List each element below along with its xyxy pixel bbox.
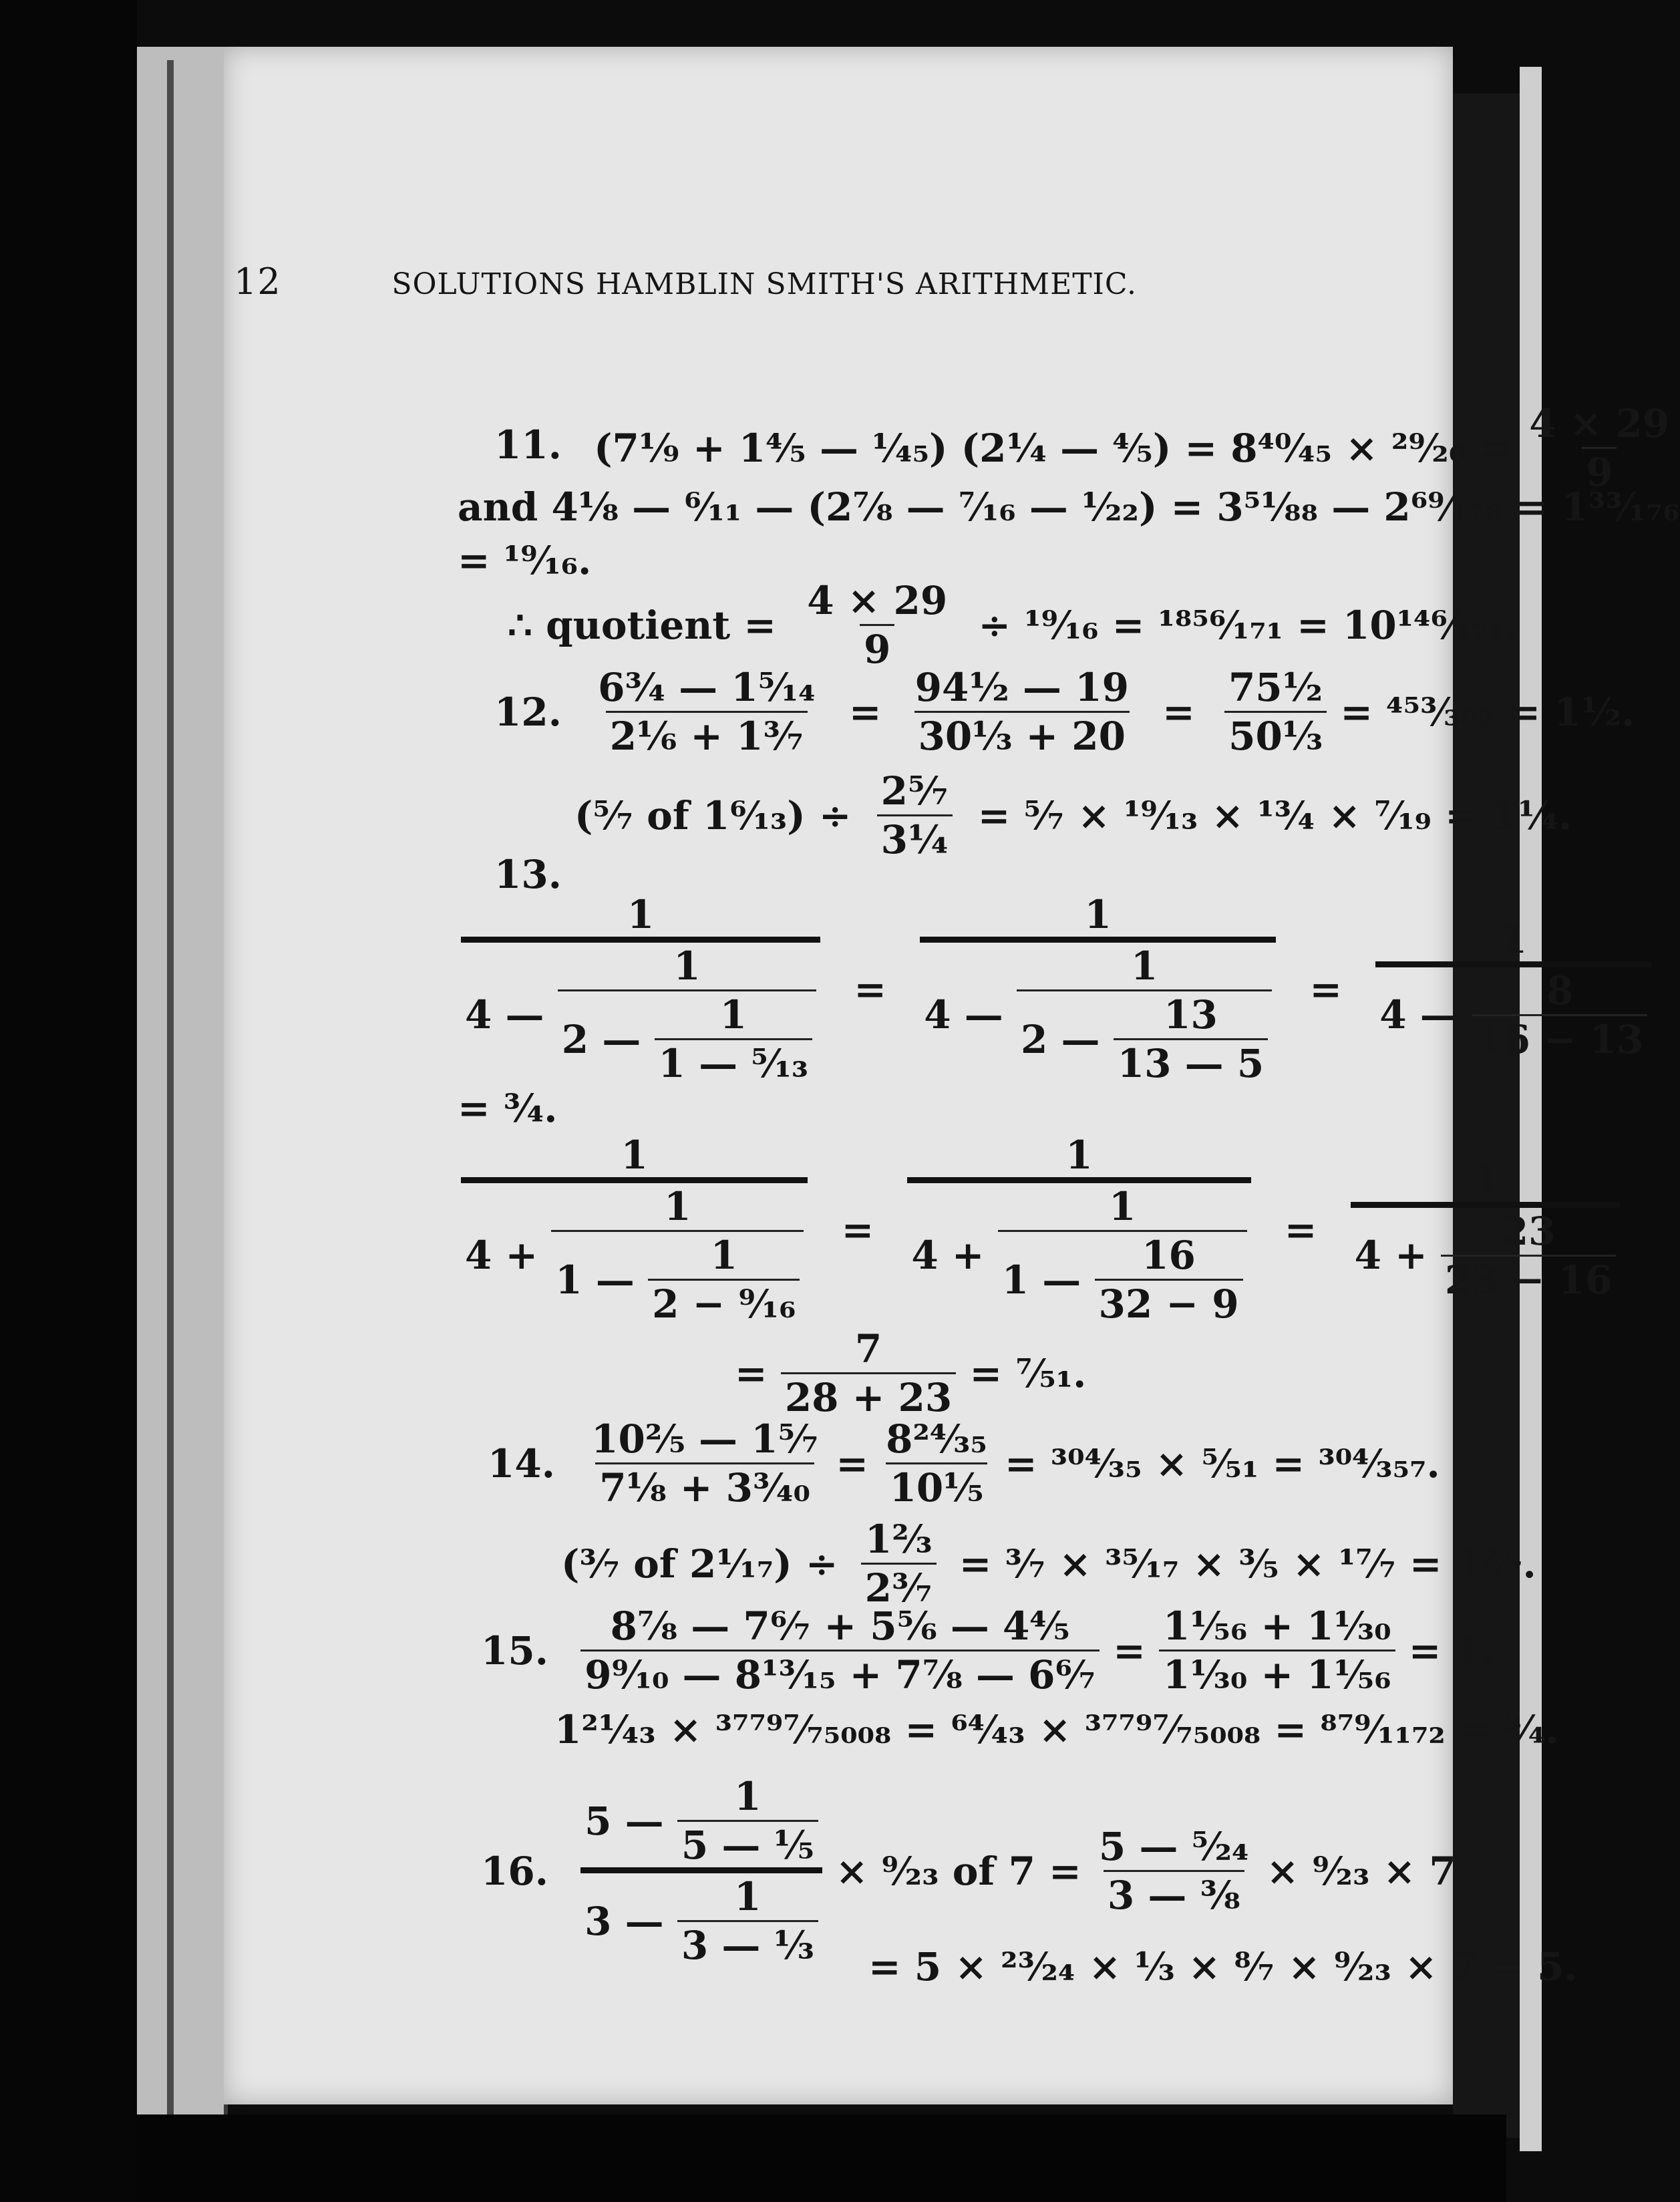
equals-sign: =	[735, 1350, 768, 1396]
numerator: 94½ — 19	[914, 665, 1129, 710]
numerator: 8⅞ — 7⁶⁄₇ + 5⅚ — 4⅘	[610, 1603, 1070, 1649]
problem-12-line-1	[494, 665, 1635, 759]
numerator	[580, 1774, 822, 1869]
fraction	[861, 1517, 937, 1611]
fraction	[558, 943, 816, 1086]
term: 4 +	[911, 1233, 985, 1278]
problem-number: 16.	[481, 1848, 548, 1894]
denominator	[1375, 961, 1651, 1062]
numerator: 1	[1500, 916, 1527, 962]
denominator	[920, 937, 1276, 1086]
running-title: SOLUTIONS HAMBLIN SMITH'S ARITHMETIC.	[391, 267, 1138, 301]
equals-sign: =	[848, 689, 882, 735]
fraction	[655, 992, 813, 1086]
problem-16-line-1	[481, 1774, 1456, 1968]
term: 4 —	[465, 992, 544, 1038]
denominator: 23 − 16	[1441, 1255, 1616, 1299]
denominator: 13 — 5	[1114, 1038, 1268, 1083]
term: 2 —	[1020, 1016, 1100, 1062]
problem-16-final: = 5 × ²³⁄₂₄ × ⅓ × ⁸⁄₇ × ⁹⁄₂₃ × 7 = 5.	[868, 1944, 1578, 1990]
problem-15-line-1	[481, 1603, 1496, 1698]
numerator: 16	[1142, 1233, 1196, 1278]
numerator: 1	[627, 892, 655, 937]
fraction	[1114, 992, 1268, 1086]
numerator: 13	[1164, 992, 1218, 1038]
expression: (⁵⁄₇ of 1⁶⁄₁₃) ÷	[574, 792, 852, 838]
fraction	[648, 1233, 800, 1327]
fraction	[911, 665, 1133, 759]
numerator: 10⅖ — 1⁵⁄₇	[591, 1416, 819, 1462]
fraction	[1095, 1233, 1243, 1327]
fraction	[551, 1184, 804, 1327]
numerator: 23	[1501, 1208, 1556, 1254]
fraction	[882, 1416, 991, 1511]
problem-number: 11.	[494, 422, 562, 468]
fraction	[580, 1603, 1100, 1698]
numerator: 4 × 29	[807, 578, 948, 623]
expression-tail: = ³⁄₇ × ³⁵⁄₁₇ × ³⁄₅ × ¹⁷⁄₇ = 1²⁄₇.	[959, 1541, 1536, 1587]
denominator	[907, 1177, 1250, 1327]
denominator: 7⅛ + 3³⁄₄₀	[595, 1462, 814, 1507]
denominator: 3 — ⅓	[677, 1920, 818, 1965]
numerator: 1	[1130, 943, 1158, 989]
numerator: 75½	[1228, 665, 1323, 710]
denominator: 1 — ⁵⁄₁₃	[655, 1038, 813, 1083]
denominator: 2 − ⁹⁄₁₆	[648, 1279, 800, 1323]
expression: (³⁄₇ of 2¹⁄₁₇) ÷	[561, 1541, 838, 1587]
term: 4 —	[924, 992, 1003, 1038]
expression-tail: = ⁷⁄₅₁.	[969, 1350, 1087, 1396]
fraction	[1095, 1824, 1253, 1918]
numerator: 4 × 29	[1529, 401, 1670, 446]
fraction	[1472, 967, 1647, 1062]
fraction	[781, 1326, 956, 1420]
denominator	[1351, 1202, 1621, 1303]
denominator	[558, 989, 816, 1086]
denominator: 10⅕	[886, 1462, 988, 1507]
term: 1 —	[555, 1257, 635, 1303]
fraction	[877, 768, 953, 862]
problem-14-line-1	[488, 1416, 1440, 1511]
book-edge-left-shadow	[167, 60, 174, 2118]
numerator: 8²⁴⁄₃₅	[886, 1416, 987, 1462]
fraction	[587, 1416, 822, 1511]
quotient-tail: ÷ ¹⁹⁄₁₆ = ¹⁸⁵⁶⁄₁₇₁ = 10¹⁴⁶⁄₁₇₁.	[978, 602, 1519, 648]
term: 4 +	[465, 1233, 538, 1278]
book-edge-bottom	[137, 2114, 1506, 2202]
denominator: 2⅙ + 1³⁄₇	[606, 711, 808, 756]
expression-tail: = 1.	[1408, 1627, 1496, 1674]
next-page-edge	[1520, 67, 1542, 2151]
numerator: 1⅔	[864, 1517, 933, 1562]
continued-fraction	[907, 1132, 1250, 1327]
denominator: 50⅓	[1224, 711, 1327, 756]
fraction	[1441, 1208, 1616, 1303]
continued-fraction	[461, 1132, 808, 1327]
expression: (7⅑ + 1⁴⁄₅ — ¹⁄₄₅) (2¼ — ⁴⁄₅) = 8⁴⁰⁄₄₅ × ²⁹⁄₂₀ =	[594, 425, 1512, 471]
continued-fraction	[1351, 1156, 1621, 1303]
numerator: 1	[621, 1132, 648, 1178]
numerator: 2⁵⁄₇	[880, 768, 949, 814]
term: 1 —	[1001, 1257, 1081, 1303]
term: 5 —	[584, 1798, 664, 1844]
problem-12-line-2	[574, 768, 1572, 862]
denominator	[461, 1177, 808, 1327]
problem-14-line-2	[561, 1517, 1536, 1611]
problem-number: 15.	[481, 1627, 548, 1674]
fraction	[1017, 943, 1272, 1086]
problem-13-result-a: = ¾.	[458, 1086, 558, 1131]
denominator: 3 — ⅜	[1104, 1870, 1244, 1915]
denominator: 1¹⁄₃₀ + 1¹⁄₅₆	[1159, 1649, 1395, 1694]
book-edge-left-pages	[137, 47, 228, 2131]
expression-tail: = ³⁰⁴⁄₃₅ × ⁵⁄₅₁ = ³⁰⁴⁄₃₅₇.	[1004, 1440, 1440, 1486]
expression-tail: = ⁵⁄₇ × ¹⁹⁄₁₃ × ¹³⁄₄ × ⁷⁄₁₉ = 1¼.	[977, 792, 1572, 838]
continued-fraction	[461, 892, 820, 1086]
numerator: 1	[1065, 1132, 1093, 1178]
denominator: 2³⁄₇	[861, 1563, 937, 1607]
numerator: 1	[734, 1874, 762, 1919]
book-edge-left	[0, 0, 137, 2202]
problem-15-line-2: 1²¹⁄₄₃ × ³⁷⁷⁹⁷⁄₇₅₀₀₈ = ⁶⁴⁄₄₃ × ³⁷⁷⁹⁷⁄₇₅₀₀₈ = ⁸⁷⁹⁄₁₁₇₂ = ¾.	[554, 1707, 1559, 1752]
numerator: 1	[664, 1184, 691, 1229]
continued-fraction	[1375, 916, 1651, 1062]
equals-sign: =	[836, 1440, 868, 1486]
page-number: 12	[234, 261, 281, 303]
equals-sign: =	[1113, 1627, 1146, 1674]
denominator	[461, 937, 820, 1086]
fraction	[1159, 1603, 1395, 1698]
problem-11-quotient	[508, 578, 1519, 672]
problem-11-line-2: and 4⅛ — ⁶⁄₁₁ — (2⅞ — ⁷⁄₁₆ — ¹⁄₂₂) = 3⁵¹⁄₈₈ — 2⁶⁹⁄₁₇₆ = 1³³⁄₁₇₆	[458, 484, 1680, 530]
fraction	[1224, 665, 1327, 759]
fraction	[594, 665, 820, 759]
expression: × ⁹⁄₂₃ of 7 =	[835, 1848, 1081, 1894]
numerator: 1	[734, 1774, 762, 1819]
book-edge-right	[1453, 94, 1520, 2138]
denominator: 9	[860, 624, 894, 669]
equals-sign: =	[854, 966, 886, 1012]
denominator	[998, 1230, 1247, 1327]
problem-number: 12.	[494, 689, 562, 735]
numerator: 6¾ — 1⁵⁄₁₄	[598, 665, 816, 710]
problem-number: 14.	[488, 1440, 555, 1486]
continued-fraction	[920, 892, 1276, 1086]
equals-sign: =	[841, 1207, 874, 1253]
equals-sign: =	[1284, 1207, 1317, 1253]
numerator: 8	[1546, 967, 1574, 1013]
equals-sign: =	[1309, 966, 1342, 1012]
denominator: 30⅓ + 20	[914, 711, 1130, 756]
numerator: 1	[1084, 892, 1112, 937]
term: 4 —	[1379, 992, 1459, 1038]
quotient-lead: ∴ quotient =	[508, 602, 776, 648]
denominator	[580, 1867, 822, 1968]
fraction	[998, 1184, 1247, 1327]
complex-fraction	[580, 1774, 822, 1968]
denominator: 28 + 23	[781, 1372, 956, 1417]
problem-13-result-b	[735, 1326, 1087, 1420]
denominator: 9	[1582, 447, 1617, 492]
fraction	[803, 578, 951, 672]
fraction	[1525, 401, 1673, 495]
term: 2 —	[561, 1016, 641, 1062]
fraction	[677, 1774, 818, 1868]
numerator: 1	[710, 1233, 737, 1278]
problem-11-line-1	[494, 401, 1673, 495]
term: 4 +	[1354, 1233, 1427, 1278]
numerator: 1¹⁄₅₆ + 1¹⁄₃₀	[1163, 1603, 1391, 1649]
denominator: 3¼	[877, 814, 953, 859]
numerator: 1	[673, 943, 701, 989]
expression-tail: = ⁴⁵³⁄₃₀₂ = 1½.	[1340, 689, 1635, 735]
numerator: 1	[719, 992, 747, 1038]
denominator: 9⁹⁄₁₀ — 8¹³⁄₁₅ + 7⅞ — 6⁶⁄₇	[580, 1649, 1100, 1694]
problem-13-continued-fraction-b	[461, 1132, 1620, 1327]
term: 3 —	[584, 1898, 664, 1944]
numerator: 1	[1472, 1156, 1499, 1203]
problem-11-line-3: = ¹⁹⁄₁₆.	[458, 538, 592, 583]
page-header	[234, 261, 1236, 303]
numerator: 5 — ⁵⁄₂₄	[1098, 1824, 1249, 1869]
fraction	[677, 1874, 818, 1968]
denominator: 5 — ⅕	[677, 1820, 818, 1865]
numerator: 7	[854, 1326, 882, 1372]
numerator: 1	[1108, 1184, 1136, 1229]
denominator	[551, 1230, 804, 1327]
expression-tail: × ⁹⁄₂₃ × 7	[1266, 1848, 1456, 1894]
problem-13-number: 13.	[494, 852, 562, 897]
denominator: 32 − 9	[1095, 1279, 1243, 1323]
equals-sign: =	[1162, 689, 1195, 735]
problem-13-continued-fraction-a	[461, 892, 1651, 1086]
denominator: 16 − 13	[1472, 1014, 1647, 1059]
denominator	[1017, 989, 1272, 1086]
